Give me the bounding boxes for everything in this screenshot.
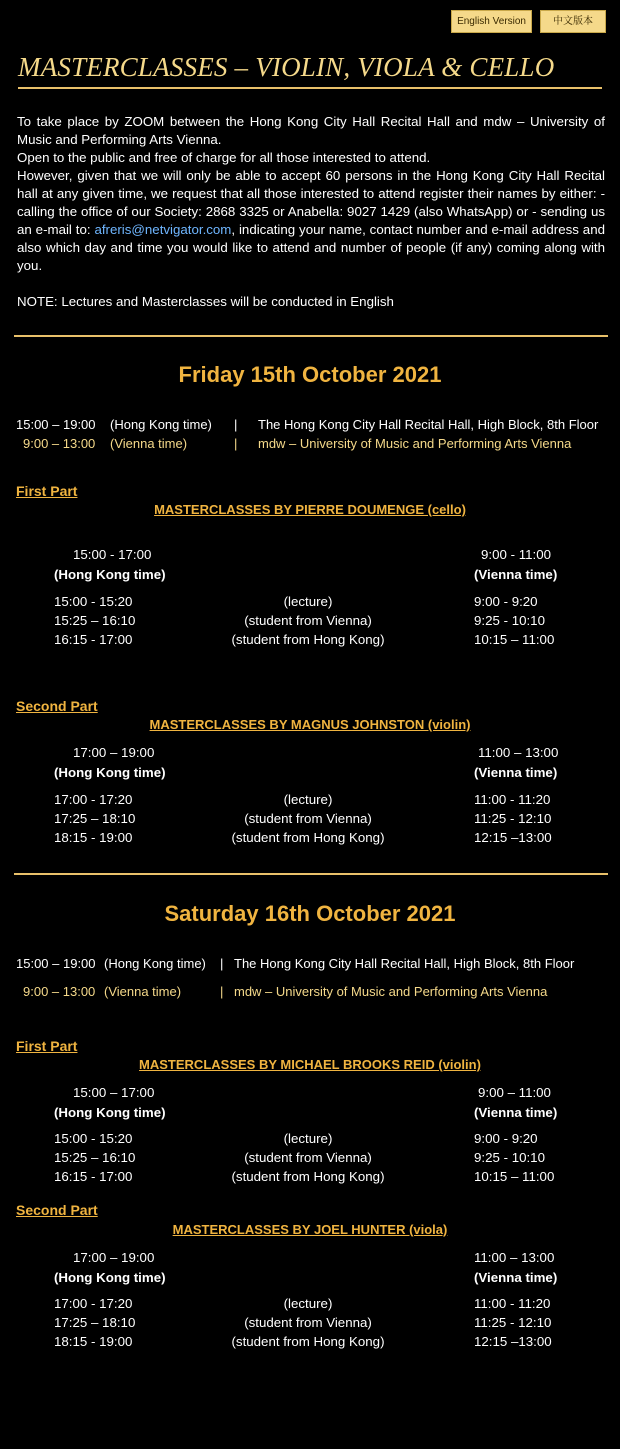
row-hk-time: 16:15 - 17:00 [54,632,133,647]
row-description: (student from Vienna) [244,613,372,628]
row-description: (lecture) [283,1131,333,1146]
row-hk-time: 16:15 - 17:00 [54,1169,133,1184]
masterclass-heading: MASTERCLASSES BY PIERRE DOUMENGE (cello) [154,502,466,517]
row-hk-time: 17:25 – 18:10 [54,1315,136,1330]
row-hk-time: 17:00 - 17:20 [54,1296,133,1311]
row-hk-time: 18:15 - 19:00 [54,1334,133,1349]
row-vienna-time: 11:25 - 12:10 [474,811,552,826]
row-vienna-time: 10:15 – 11:00 [474,1169,555,1184]
row-vienna-time: 9:25 - 10:10 [474,613,545,628]
vienna-tz-label: (Vienna time) [474,567,558,582]
hk-tz-label: (Hong Kong time) [54,1105,166,1120]
vienna-tz-label: (Vienna time) [474,1270,558,1285]
email-link[interactable]: afreris@netvigator.com [94,222,232,237]
row-vienna-time: 9:25 - 10:10 [474,1150,545,1165]
separator: | [234,436,238,451]
masterclass-heading: MASTERCLASSES BY MICHAEL BROOKS REID (violin) [139,1057,481,1072]
hk-time: 15:00 – 19:00 [16,417,96,432]
separator: | [234,417,238,432]
vienna-range: 9:00 - 11:00 [481,547,551,562]
day-title: Friday 15th October 2021 [178,362,442,387]
row-description: (student from Hong Kong) [231,1169,385,1184]
hk-time-label: (Hong Kong time) [104,956,206,971]
hk-time: 15:00 – 19:00 [16,956,96,971]
row-description: (student from Vienna) [244,1150,372,1165]
hk-venue: The Hong Kong City Hall Recital Hall, High Block, 8th Floor [258,417,599,432]
row-vienna-time: 9:00 - 9:20 [474,594,538,609]
vienna-range: 11:00 – 13:00 [474,1250,555,1265]
language-note: NOTE: Lectures and Masterclasses will be conducted in English [17,294,394,309]
english-version-button[interactable]: English Version [451,10,532,33]
separator: | [220,984,224,999]
vienna-range: 11:00 – 13:00 [478,745,559,760]
chinese-version-button[interactable]: 中文版本 [540,10,606,33]
vienna-time: 9:00 – 13:00 [23,984,96,999]
vienna-time: 9:00 – 13:00 [23,436,96,451]
row-vienna-time: 11:25 - 12:10 [474,1315,552,1330]
hk-tz-label: (Hong Kong time) [54,765,166,780]
vienna-time-label: (Vienna time) [110,436,188,451]
row-hk-time: 15:00 - 15:20 [54,1131,133,1146]
intro-paragraph-1: To take place by ZOOM between the Hong Kong City Hall Recital Hall and mdw – University of Music and Performing Arts Vienna. [17,114,605,147]
row-description: (student from Hong Kong) [231,1334,385,1349]
part-label: First Part [16,1038,78,1054]
row-description: (student from Hong Kong) [231,830,385,845]
row-hk-time: 18:15 - 19:00 [54,830,133,845]
row-description: (lecture) [283,1296,333,1311]
divider [14,335,608,337]
row-vienna-time: 12:15 –13:00 [474,1334,552,1349]
vienna-range: 9:00 – 11:00 [478,1085,551,1100]
hk-tz-label: (Hong Kong time) [54,567,166,582]
row-hk-time: 15:00 - 15:20 [54,594,133,609]
hk-range: 17:00 – 19:00 [73,1250,155,1265]
row-hk-time: 17:25 – 18:10 [54,811,136,826]
row-hk-time: 15:25 – 16:10 [54,613,136,628]
intro-paragraph-3 [17,167,605,275]
divider [14,873,608,875]
part-label: Second Part [16,698,98,714]
day-title: Saturday 16th October 2021 [164,901,456,926]
hk-range: 17:00 – 19:00 [73,745,155,760]
row-description: (student from Vienna) [244,1315,372,1330]
masterclass-heading: MASTERCLASSES BY JOEL HUNTER (viola) [172,1222,448,1237]
row-hk-time: 15:25 – 16:10 [54,1150,136,1165]
hk-tz-label: (Hong Kong time) [54,1270,166,1285]
row-vienna-time: 9:00 - 9:20 [474,1131,538,1146]
hk-venue: The Hong Kong City Hall Recital Hall, High Block, 8th Floor [234,956,575,971]
row-hk-time: 17:00 - 17:20 [54,792,133,807]
row-vienna-time: 12:15 –13:00 [474,830,552,845]
separator: | [220,956,224,971]
row-description: (student from Hong Kong) [231,632,385,647]
intro-paragraph-3a: However, given that we will only be able to accept 60 persons in the Hong Kong City Hall Recital hall at any given time, we request that all those interested to attend register their names by either: - calling the office of our Society: 2868 3325 or Anabella: 9027 1429 (also WhatsApp) or - sending us an e-mail to: [17,168,605,237]
vienna-venue: mdw – University of Music and Performing Arts Vienna [258,436,572,451]
row-vienna-time: 10:15 – 11:00 [474,632,555,647]
row-vienna-time: 11:00 - 11:20 [474,792,551,807]
hk-time-label: (Hong Kong time) [110,417,212,432]
row-description: (lecture) [283,594,333,609]
vienna-tz-label: (Vienna time) [474,765,558,780]
hk-range: 15:00 - 17:00 [73,547,152,562]
vienna-tz-label: (Vienna time) [474,1105,558,1120]
part-label: First Part [16,483,78,499]
row-description: (lecture) [283,792,333,807]
intro-paragraph-3b: , indicating your name, contact number and e-mail address and also which day and time you would like to attend and number of people (if any) coming along with you. [17,222,605,273]
language-switcher [451,10,606,33]
vienna-venue: mdw – University of Music and Performing Arts Vienna [234,984,548,999]
hk-range: 15:00 – 17:00 [73,1085,155,1100]
part-label: Second Part [16,1202,98,1218]
vienna-time-label: (Vienna time) [104,984,182,999]
row-description: (student from Vienna) [244,811,372,826]
intro-text [17,113,605,311]
row-vienna-time: 11:00 - 11:20 [474,1296,551,1311]
masterclass-heading: MASTERCLASSES BY MAGNUS JOHNSTON (violin) [149,717,471,732]
intro-paragraph-2: Open to the public and free of charge for all those interested to attend. [17,150,431,165]
page-title: MASTERCLASSES – VIOLIN, VIOLA & CELLO [18,52,602,89]
